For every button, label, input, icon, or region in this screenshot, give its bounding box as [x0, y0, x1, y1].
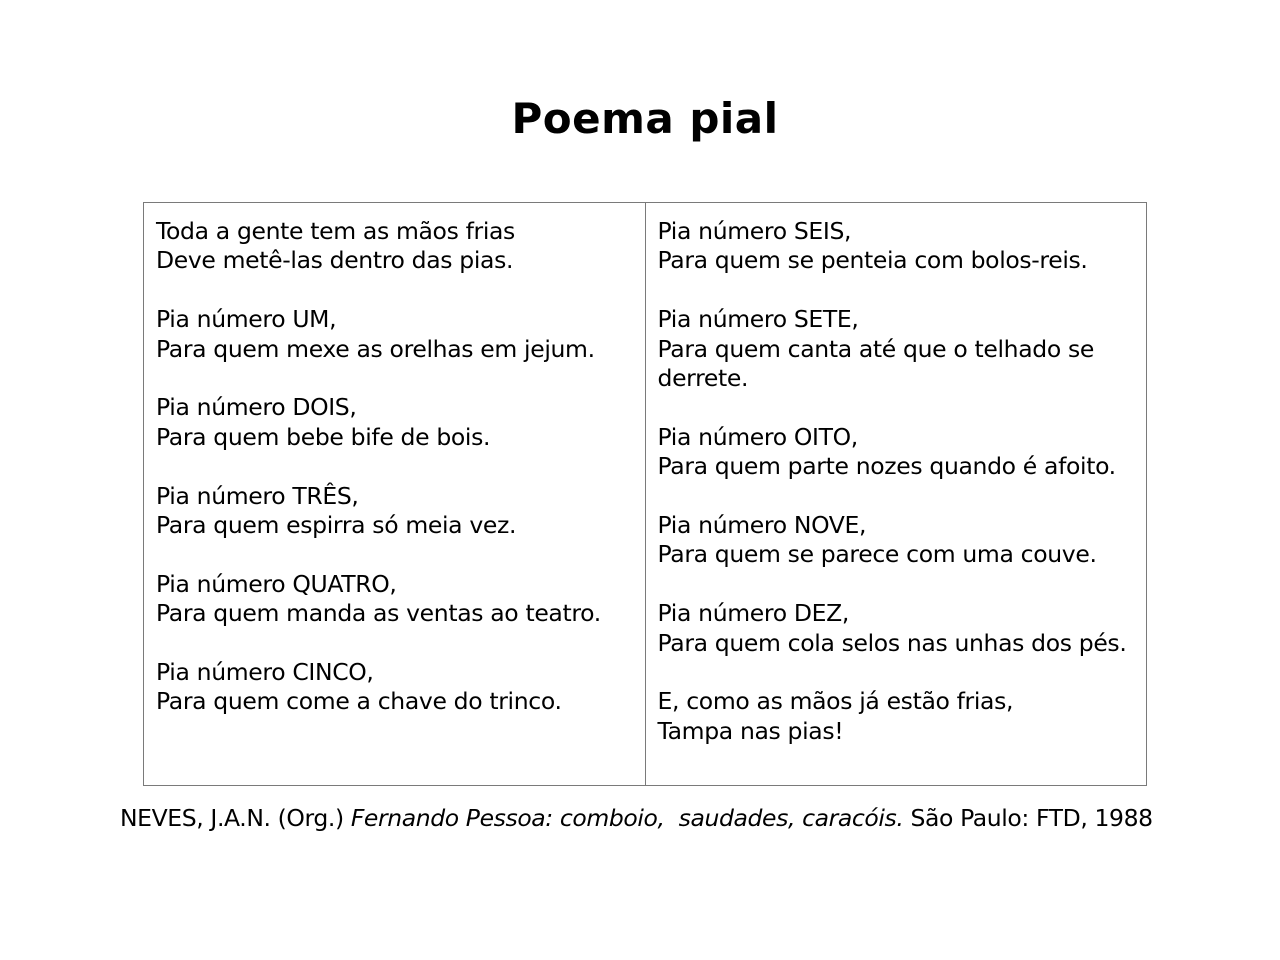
verse-line: Para quem come a chave do trinco.	[156, 687, 562, 716]
poem-table	[143, 202, 1147, 786]
verse-line: Pia número SETE,	[657, 305, 859, 334]
verse-line: Pia número SEIS,	[657, 217, 852, 245]
verse-line: Pia número TRÊS,	[156, 481, 359, 510]
stanza	[156, 393, 645, 452]
verse-line: Pia número OITO,	[657, 422, 858, 451]
stanza	[156, 570, 645, 629]
poem-left-column	[144, 203, 646, 785]
verse-line: Para quem manda as ventas ao teatro.	[156, 599, 601, 628]
verse-line: Deve metê-las dentro das pias.	[156, 246, 514, 275]
stanza	[156, 217, 645, 276]
verse-line: Para quem cola selos nas unhas dos pés.	[657, 628, 1127, 657]
verse-line: Para quem bebe bife de bois.	[156, 422, 491, 451]
verse-line: E, como as mãos já estão frias,	[657, 687, 1014, 716]
verse-line: Pia número DEZ,	[657, 599, 849, 628]
citation-author: NEVES, J.A.N. (Org.)	[120, 804, 351, 832]
verse-line: Pia número NOVE,	[657, 511, 867, 540]
page-title: Poema pial	[511, 94, 779, 143]
stanza	[658, 217, 1147, 276]
poem-right-column	[646, 203, 1147, 785]
verse-line: Pia número QUATRO,	[156, 569, 397, 598]
verse-line: Para quem parte nozes quando é afoito.	[657, 452, 1116, 481]
verse-line: Para quem se parece com uma couve.	[657, 540, 1097, 569]
verse-line: Pia número CINCO,	[156, 658, 374, 687]
citation-work-title: Fernando Pessoa: comboio, saudades, caracóis.	[350, 804, 904, 832]
stanza	[658, 687, 1147, 746]
citation-publication: São Paulo: FTD, 1988	[903, 804, 1153, 832]
stanza	[658, 599, 1147, 658]
verse-line: Para quem mexe as orelhas em jejum.	[156, 334, 595, 363]
stanza	[658, 305, 1147, 393]
verse-line: Toda a gente tem as mãos frias	[156, 217, 515, 245]
stanza	[156, 482, 645, 541]
stanza	[658, 423, 1147, 482]
verse-line: Pia número UM,	[156, 305, 337, 334]
verse-line: Para quem espirra só meia vez.	[156, 511, 517, 540]
stanza	[156, 658, 645, 717]
stanza	[156, 305, 645, 364]
verse-line: Pia número DOIS,	[156, 393, 357, 422]
verse-line: Para quem canta até que o telhado se derrete.	[657, 334, 1094, 393]
stanza	[658, 511, 1147, 570]
verse-line: Tampa nas pias!	[657, 716, 844, 745]
citation	[120, 804, 1153, 832]
verse-line: Para quem se penteia com bolos-reis.	[657, 246, 1088, 275]
